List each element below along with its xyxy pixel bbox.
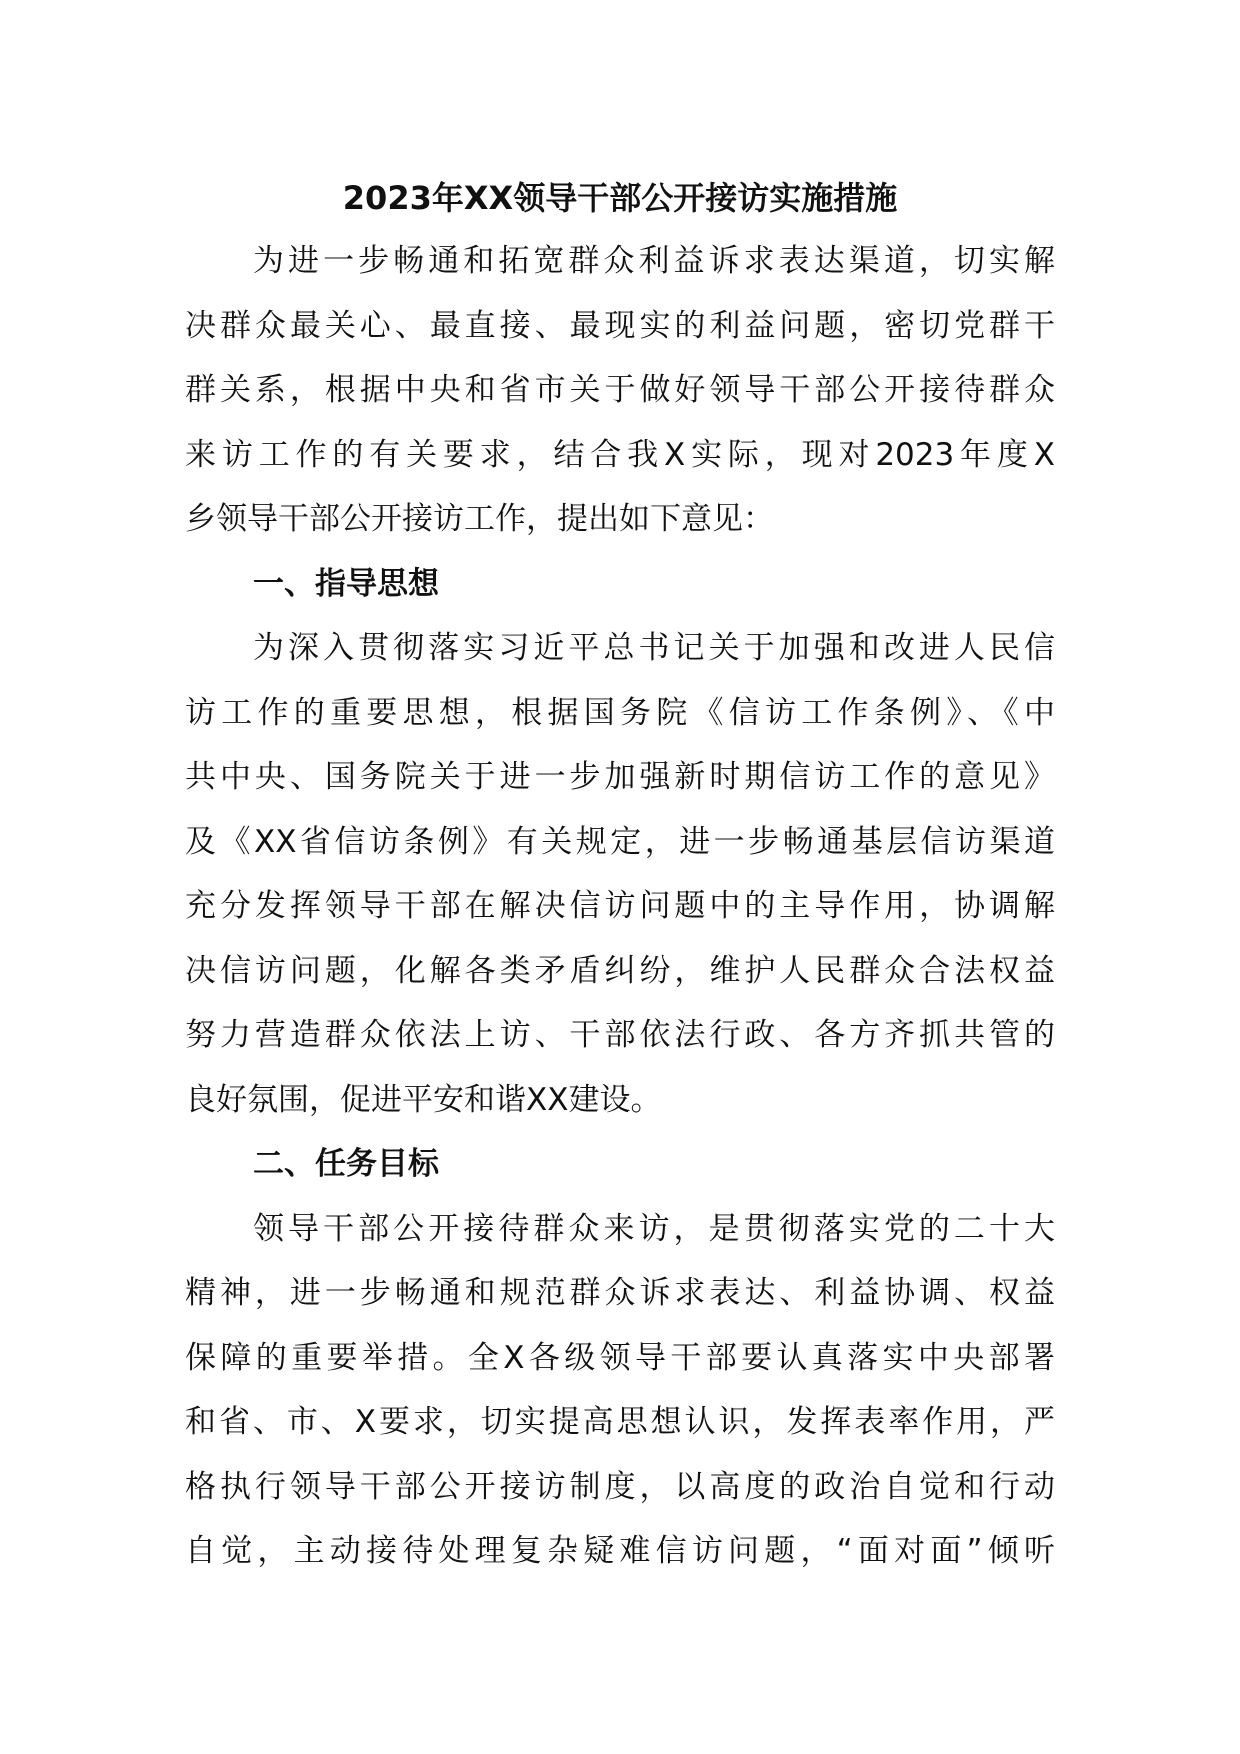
section-heading-task-goals: 二、任务目标: [253, 1146, 439, 1182]
paragraph-line: 和省、市、X要求，切实提高思想认识，发挥表率作用，严: [185, 1404, 1055, 1440]
paragraph-line: 领导干部公开接待群众来访，是贯彻落实党的二十大: [253, 1210, 1055, 1247]
paragraph-line: 良好氛围，促进平安和谐XX建设。: [185, 1081, 662, 1118]
paragraph-line: 为进一步畅通和拓宽群众利益诉求表达渠道，切实解: [253, 243, 1055, 279]
document-title: 2023年XX领导干部公开接访实施措施: [342, 179, 898, 217]
paragraph-line: 访工作的重要思想，根据国务院《信访工作条例》、《中: [185, 694, 1055, 731]
paragraph-line: 决群众最关心、最直接、最现实的利益问题，密切党群干: [185, 307, 1055, 344]
paragraph-line: 自觉，主动接待处理复杂疑难信访问题，“面对面”倾听: [185, 1533, 1055, 1569]
paragraph-line: 为深入贯彻落实习近平总书记关于加强和改进人民信: [253, 630, 1055, 666]
paragraph-line: 充分发挥领导干部在解决信访问题中的主导作用，协调解: [185, 888, 1055, 924]
paragraph-line: 群关系，根据中央和省市关于做好领导干部公开接待群众: [185, 372, 1055, 408]
document-body: [185, 229, 1055, 1584]
section-heading-guiding-thought: 一、指导思想: [253, 565, 439, 602]
paragraph-line: 共中央、国务院关于进一步加强新时期信访工作的意见》: [185, 759, 1055, 795]
paragraph-line: 来访工作的有关要求，结合我X实际，现对2023年度X: [185, 436, 1055, 473]
paragraph-line: 保障的重要举措。全X各级领导干部要认真落实中央部署: [185, 1339, 1055, 1376]
paragraph-line: 决信访问题，化解各类矛盾纠纷，维护人民群众合法权益: [185, 952, 1055, 989]
paragraph-line: 精神，进一步畅通和规范群众诉求表达、利益协调、权益: [185, 1275, 1055, 1311]
paragraph-line: 格执行领导干部公开接访制度，以高度的政治自觉和行动: [185, 1468, 1055, 1505]
paragraph-line: 努力营造群众依法上访、干部依法行政、各方齐抓共管的: [185, 1017, 1055, 1053]
paragraph-line: 及《XX省信访条例》有关规定，进一步畅通基层信访渠道: [185, 823, 1055, 860]
paragraph-line: 乡领导干部公开接访工作，提出如下意见：: [185, 501, 774, 537]
